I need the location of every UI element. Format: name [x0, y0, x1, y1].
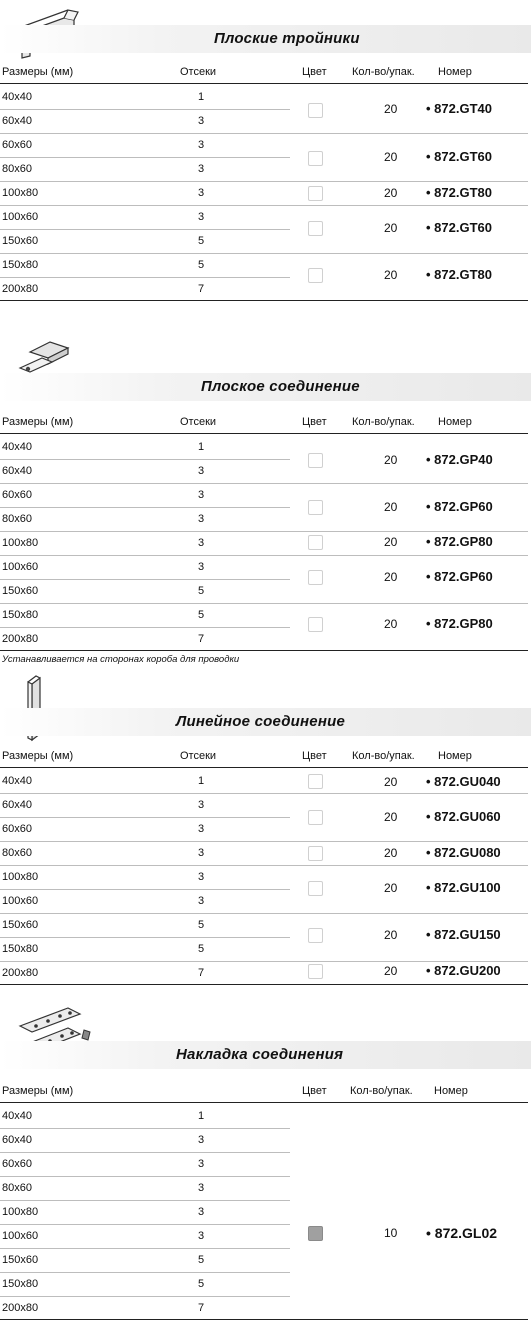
table-joint-plate [0, 1085, 531, 1320]
compartments-cell: 3 [198, 163, 205, 175]
size-cell: 40x40 [2, 91, 32, 103]
header-compartments: Отсеки [180, 750, 217, 762]
table-row [0, 628, 531, 651]
compartments-cell: 3 [198, 847, 205, 859]
size-cell: 80x60 [2, 163, 32, 175]
compartments-cell: 5 [198, 1278, 205, 1290]
color-swatch-white [308, 500, 323, 515]
section-joint-plate [0, 1004, 531, 1074]
size-cell: 60x60 [2, 823, 32, 835]
size-cell: 100x80 [2, 187, 39, 199]
product-number: • 872.GL02 [426, 1225, 498, 1241]
section-linear-connection [0, 672, 531, 742]
compartments-cell: 7 [198, 1302, 205, 1314]
table-flat-tees [0, 66, 531, 301]
size-cell: 150x80 [2, 1278, 39, 1290]
size-cell: 60x40 [2, 115, 32, 127]
qty-cell: 20 [384, 500, 398, 514]
compartments-cell: 7 [198, 283, 205, 295]
color-swatch-white [308, 617, 323, 632]
size-cell: 150x80 [2, 259, 39, 271]
header-color: Цвет [302, 1085, 327, 1097]
qty-cell: 20 [384, 535, 398, 549]
qty-cell: 20 [384, 964, 398, 978]
qty-cell: 20 [384, 928, 398, 942]
product-number: • 872.GT60 [426, 220, 492, 235]
header-size: Размеры (мм) [2, 1085, 74, 1097]
section-title: Плоские тройники [214, 30, 360, 47]
product-number: • 872.GP60 [426, 569, 493, 584]
table-row [0, 1129, 531, 1152]
compartments-cell: 3 [198, 1182, 205, 1194]
size-cell: 200x80 [2, 283, 39, 295]
size-cell: 60x40 [2, 799, 32, 811]
size-cell: 100x60 [2, 561, 39, 573]
table-row [0, 1249, 531, 1272]
header-rule [0, 1102, 528, 1103]
size-cell: 150x60 [2, 235, 39, 247]
size-cell: 60x60 [2, 489, 32, 501]
product-number: • 872.GU080 [426, 845, 501, 860]
color-swatch-white [308, 846, 323, 861]
size-cell: 100x60 [2, 895, 39, 907]
product-number: • 872.GT40 [426, 101, 492, 116]
qty-cell: 20 [384, 617, 398, 631]
color-swatch-white [308, 570, 323, 585]
qty-cell: 20 [384, 268, 398, 282]
size-cell: 150x60 [2, 1254, 39, 1266]
color-swatch-white [308, 268, 323, 283]
compartments-cell: 3 [198, 187, 205, 199]
header-qty: Кол-во/упак. [350, 1085, 413, 1097]
header-qty: Кол-во/упак. [352, 416, 415, 428]
product-number: • 872.GU060 [426, 809, 501, 824]
compartments-cell: 5 [198, 943, 205, 955]
product-number: • 872.GU040 [426, 774, 501, 789]
qty-cell: 20 [384, 186, 398, 200]
product-number: • 872.GP60 [426, 499, 493, 514]
header-size: Размеры (мм) [2, 750, 74, 762]
color-swatch-white [308, 151, 323, 166]
size-cell: 100x80 [2, 537, 39, 549]
size-cell: 100x60 [2, 211, 39, 223]
compartments-cell: 1 [198, 775, 205, 787]
compartments-cell: 3 [198, 465, 205, 477]
size-cell: 60x40 [2, 465, 32, 477]
header-number: Номер [438, 750, 472, 762]
compartments-cell: 5 [198, 585, 205, 597]
table-row [0, 1273, 531, 1296]
compartments-cell: 3 [198, 799, 205, 811]
color-swatch-white [308, 774, 323, 789]
size-cell: 80x60 [2, 1182, 32, 1194]
product-number: • 872.GP80 [426, 534, 493, 549]
table-flat-connection [0, 416, 531, 665]
qty-cell: 20 [384, 570, 398, 584]
compartments-cell: 3 [198, 1230, 205, 1242]
color-swatch-white [308, 103, 323, 118]
size-cell: 80x60 [2, 847, 32, 859]
color-swatch-white [308, 221, 323, 236]
product-number: • 872.GT80 [426, 267, 492, 282]
qty-cell: 20 [384, 881, 398, 895]
header-number: Номер [438, 66, 472, 78]
size-cell: 40x40 [2, 1110, 32, 1122]
header-rule [0, 83, 528, 84]
header-rule [0, 433, 528, 434]
qty-cell: 10 [384, 1226, 398, 1240]
size-cell: 200x80 [2, 633, 39, 645]
size-cell: 200x80 [2, 1302, 39, 1314]
section-title: Плоское соединение [201, 378, 360, 395]
compartments-cell: 7 [198, 967, 205, 979]
compartments-cell: 5 [198, 1254, 205, 1266]
compartments-cell: 5 [198, 259, 205, 271]
table-bottom-rule [0, 1319, 528, 1320]
size-cell: 40x40 [2, 441, 32, 453]
qty-cell: 20 [384, 846, 398, 860]
product-number: • 872.GU150 [426, 927, 501, 942]
header-color: Цвет [302, 750, 327, 762]
product-number: • 872.GP40 [426, 452, 493, 467]
table-row [0, 1153, 531, 1176]
compartments-cell: 1 [198, 91, 205, 103]
qty-cell: 20 [384, 775, 398, 789]
header-number: Номер [434, 1085, 468, 1097]
qty-cell: 20 [384, 150, 398, 164]
qty-cell: 20 [384, 810, 398, 824]
table-bottom-rule [0, 984, 528, 985]
header-qty: Кол-во/упак. [352, 66, 415, 78]
compartments-cell: 3 [198, 537, 205, 549]
compartments-cell: 3 [198, 871, 205, 883]
color-swatch-white [308, 964, 323, 979]
compartments-cell: 3 [198, 561, 205, 573]
size-cell: 100x60 [2, 1230, 39, 1242]
color-swatch-white [308, 881, 323, 896]
size-cell: 60x40 [2, 1134, 32, 1146]
product-number: • 872.GT80 [426, 185, 492, 200]
header-number: Номер [438, 416, 472, 428]
product-number: • 872.GP80 [426, 616, 493, 631]
size-cell: 150x60 [2, 919, 39, 931]
compartments-cell: 7 [198, 633, 205, 645]
installation-note: Устанавливается на сторонах короба для проводки [2, 654, 240, 665]
compartments-cell: 1 [198, 1110, 205, 1122]
compartments-cell: 3 [198, 489, 205, 501]
size-cell: 60x60 [2, 139, 32, 151]
header-rule [0, 767, 528, 768]
compartments-cell: 5 [198, 235, 205, 247]
header-compartments: Отсеки [180, 66, 217, 78]
product-number: • 872.GU200 [426, 963, 501, 978]
compartments-cell: 1 [198, 441, 205, 453]
size-cell: 80x60 [2, 513, 32, 525]
table-linear-connection [0, 750, 531, 985]
compartments-cell: 3 [198, 895, 205, 907]
color-swatch-gray [308, 1226, 323, 1241]
compartments-cell: 3 [198, 1158, 205, 1170]
product-number: • 872.GU100 [426, 880, 501, 895]
color-swatch-white [308, 186, 323, 201]
section-title: Линейное соединение [176, 713, 345, 730]
table-row [0, 1105, 531, 1128]
size-cell: 200x80 [2, 967, 39, 979]
color-swatch-white [308, 535, 323, 550]
qty-cell: 20 [384, 453, 398, 467]
color-swatch-white [308, 810, 323, 825]
size-cell: 150x80 [2, 609, 39, 621]
header-size: Размеры (мм) [2, 416, 74, 428]
table-bottom-rule [0, 300, 528, 301]
compartments-cell: 3 [198, 115, 205, 127]
size-cell: 40x40 [2, 775, 32, 787]
qty-cell: 20 [384, 102, 398, 116]
product-number: • 872.GT60 [426, 149, 492, 164]
compartments-cell: 5 [198, 919, 205, 931]
qty-cell: 20 [384, 221, 398, 235]
table-bottom-rule [0, 650, 528, 651]
header-compartments: Отсеки [180, 416, 217, 428]
size-cell: 150x60 [2, 585, 39, 597]
compartments-cell: 3 [198, 211, 205, 223]
header-color: Цвет [302, 66, 327, 78]
header-qty: Кол-во/упак. [352, 750, 415, 762]
size-cell: 60x60 [2, 1158, 32, 1170]
compartments-cell: 3 [198, 823, 205, 835]
color-swatch-white [308, 928, 323, 943]
size-cell: 100x80 [2, 871, 39, 883]
compartments-cell: 3 [198, 139, 205, 151]
header-size: Размеры (мм) [2, 66, 74, 78]
compartments-cell: 3 [198, 1206, 205, 1218]
table-row [0, 1177, 531, 1200]
compartments-cell: 5 [198, 609, 205, 621]
table-row [0, 1201, 531, 1224]
header-color: Цвет [302, 416, 327, 428]
table-row [0, 1297, 531, 1320]
compartments-cell: 3 [198, 1134, 205, 1146]
section-flat-connection [0, 338, 531, 398]
color-swatch-white [308, 453, 323, 468]
compartments-cell: 3 [198, 513, 205, 525]
section-title: Накладка соединения [176, 1046, 344, 1063]
size-cell: 100x80 [2, 1206, 39, 1218]
size-cell: 150x80 [2, 943, 39, 955]
